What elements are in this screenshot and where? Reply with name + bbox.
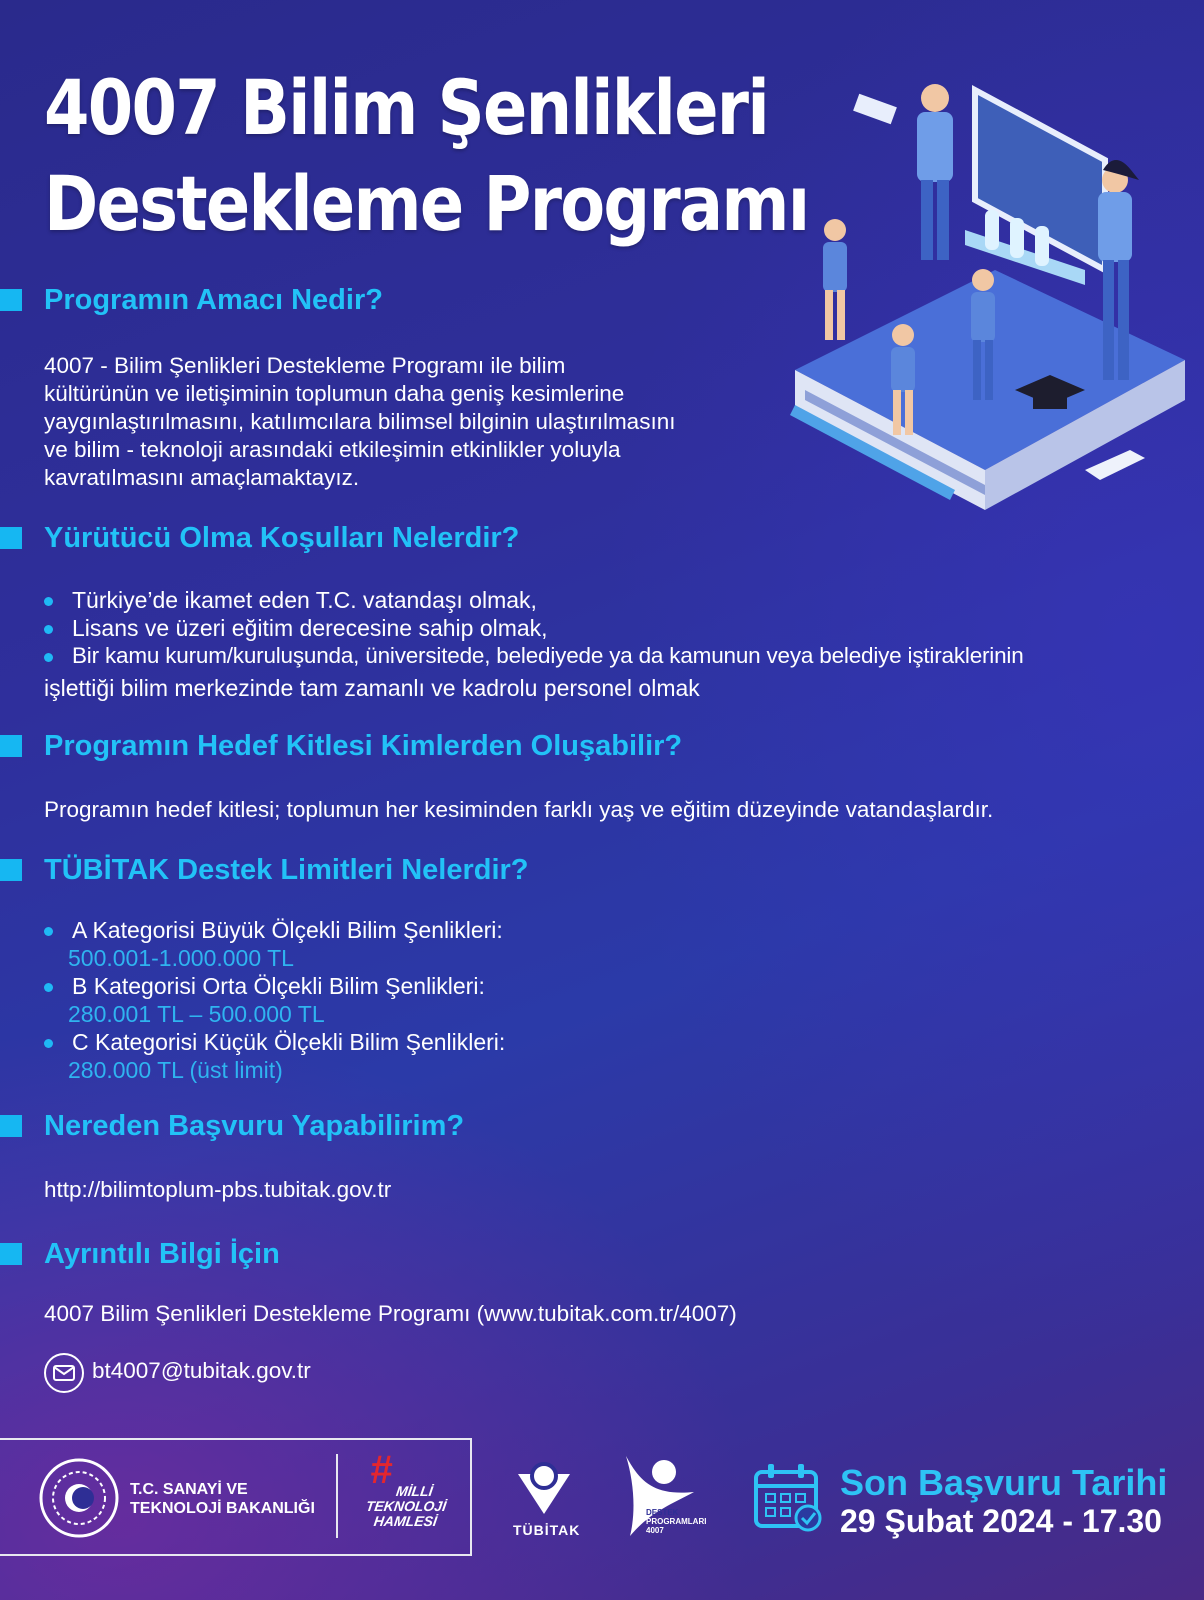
list-item: C Kategorisi Küçük Ölçekli Bilim Şenlikleri: 280.000 TL (üst limit) bbox=[44, 1028, 505, 1084]
section-apply bbox=[0, 1108, 1204, 1144]
list-item: Türkiye’de ikamet eden T.C. vatandaşı olmak, bbox=[44, 586, 1024, 614]
email-link[interactable]: bt4007@tubitak.gov.tr bbox=[92, 1358, 311, 1383]
page-title bbox=[44, 60, 808, 252]
section-heading: TÜBİTAK Destek Limitleri Nelerdir? bbox=[0, 852, 1204, 888]
section-audience bbox=[0, 728, 1204, 764]
logo-divider bbox=[336, 1454, 338, 1538]
email-icon bbox=[44, 1353, 84, 1393]
bullet-dot-icon bbox=[44, 927, 53, 936]
heading-square-icon bbox=[0, 289, 22, 311]
conditions-list bbox=[44, 586, 1024, 670]
section-info bbox=[0, 1236, 1204, 1272]
list-item: Lisans ve üzeri eğitim derecesine sahip olmak, bbox=[44, 614, 1024, 642]
bullet-dot-icon bbox=[44, 653, 53, 662]
list-item: B Kategorisi Orta Ölçekli Bilim Şenlikleri: 280.001 TL – 500.000 TL bbox=[44, 972, 505, 1028]
bullet-dot-icon bbox=[44, 597, 53, 606]
tubitak-logo-icon bbox=[514, 1456, 574, 1516]
heading-square-icon bbox=[0, 1115, 22, 1137]
section-heading: Nereden Başvuru Yapabilirim? bbox=[0, 1108, 1204, 1144]
heading-square-icon bbox=[0, 859, 22, 881]
apply-url-link[interactable]: http://bilimtoplum-pbs.tubitak.gov.tr bbox=[44, 1177, 392, 1202]
calendar-icon bbox=[752, 1462, 824, 1532]
amount-text: 500.001-1.000.000 TL bbox=[68, 945, 294, 971]
section-heading: Yürütücü Olma Koşulları Nelerdir? bbox=[0, 520, 1204, 556]
section-heading: Ayrıntılı Bilgi İçin bbox=[0, 1236, 1204, 1272]
bullet-dot-icon bbox=[44, 625, 53, 634]
title-line-1: 4007 Bilim Şenlikleri bbox=[44, 63, 769, 152]
bullet-dot-icon bbox=[44, 1039, 53, 1048]
heading-square-icon bbox=[0, 527, 22, 549]
milli-teknoloji-logo: # MİLLİ TEKNOLOJİ HAMLESİ bbox=[364, 1448, 448, 1529]
audience-text: Programın hedef kitlesi; toplumun her kesiminden farklı yaş ve eğitim düzeyinde vatandaşlardır. bbox=[44, 797, 994, 822]
bullet-dot-icon bbox=[44, 983, 53, 992]
conditions-continuation: işlettiği bilim merkezinde tam zamanlı ve kadrolu personel olmak bbox=[44, 675, 700, 701]
title-line-2: Destekleme Programı bbox=[44, 159, 809, 248]
destek-label: DESTEK PROGRAMLARI 4007 bbox=[646, 1508, 707, 1535]
section-heading: Programın Amacı Nedir? bbox=[0, 282, 1204, 318]
list-item: Bir kamu kurum/kuruluşunda, üniversitede, belediyede ya da kamunun veya belediye iştiraklerinin bbox=[44, 642, 1024, 670]
heading-square-icon bbox=[0, 1243, 22, 1265]
section-conditions bbox=[0, 520, 1204, 556]
section-limits bbox=[0, 852, 1204, 888]
heading-square-icon bbox=[0, 735, 22, 757]
section-heading: Programın Hedef Kitlesi Kimlerden Oluşabilir? bbox=[0, 728, 1204, 764]
info-text: 4007 Bilim Şenlikleri Destekleme Programı (www.tubitak.com.tr/4007) bbox=[44, 1301, 737, 1326]
deadline-date: 29 Şubat 2024 - 17.30 bbox=[840, 1503, 1162, 1539]
ministry-name: T.C. SANAYİ VE TEKNOLOJİ BAKANLIĞI bbox=[130, 1481, 315, 1517]
ministry-emblem-icon bbox=[38, 1457, 120, 1539]
tubitak-label: TÜBİTAK bbox=[513, 1522, 581, 1538]
section-aim bbox=[0, 282, 1204, 318]
list-item: A Kategorisi Büyük Ölçekli Bilim Şenlikleri: 500.001-1.000.000 TL bbox=[44, 916, 505, 972]
deadline-title: Son Başvuru Tarihi bbox=[840, 1462, 1168, 1503]
aim-paragraph: 4007 - Bilim Şenlikleri Destekleme Programı ile bilim kültürünün ve iletişiminin toplumun daha geniş kesimlerine yaygınlaştırılmasını, katılımcılara bilimsel bilginin ulaştırılmasını ve bilim - teknoloji arasındaki etkileşimin etkinlikler yoluyla kavratılmasını amaçlamaktayız. bbox=[44, 353, 676, 490]
amount-text: 280.001 TL – 500.000 TL bbox=[68, 1001, 325, 1027]
limits-list bbox=[44, 916, 505, 1084]
hashtag-icon: # bbox=[370, 1448, 393, 1492]
amount-text: 280.000 TL (üst limit) bbox=[68, 1057, 283, 1083]
